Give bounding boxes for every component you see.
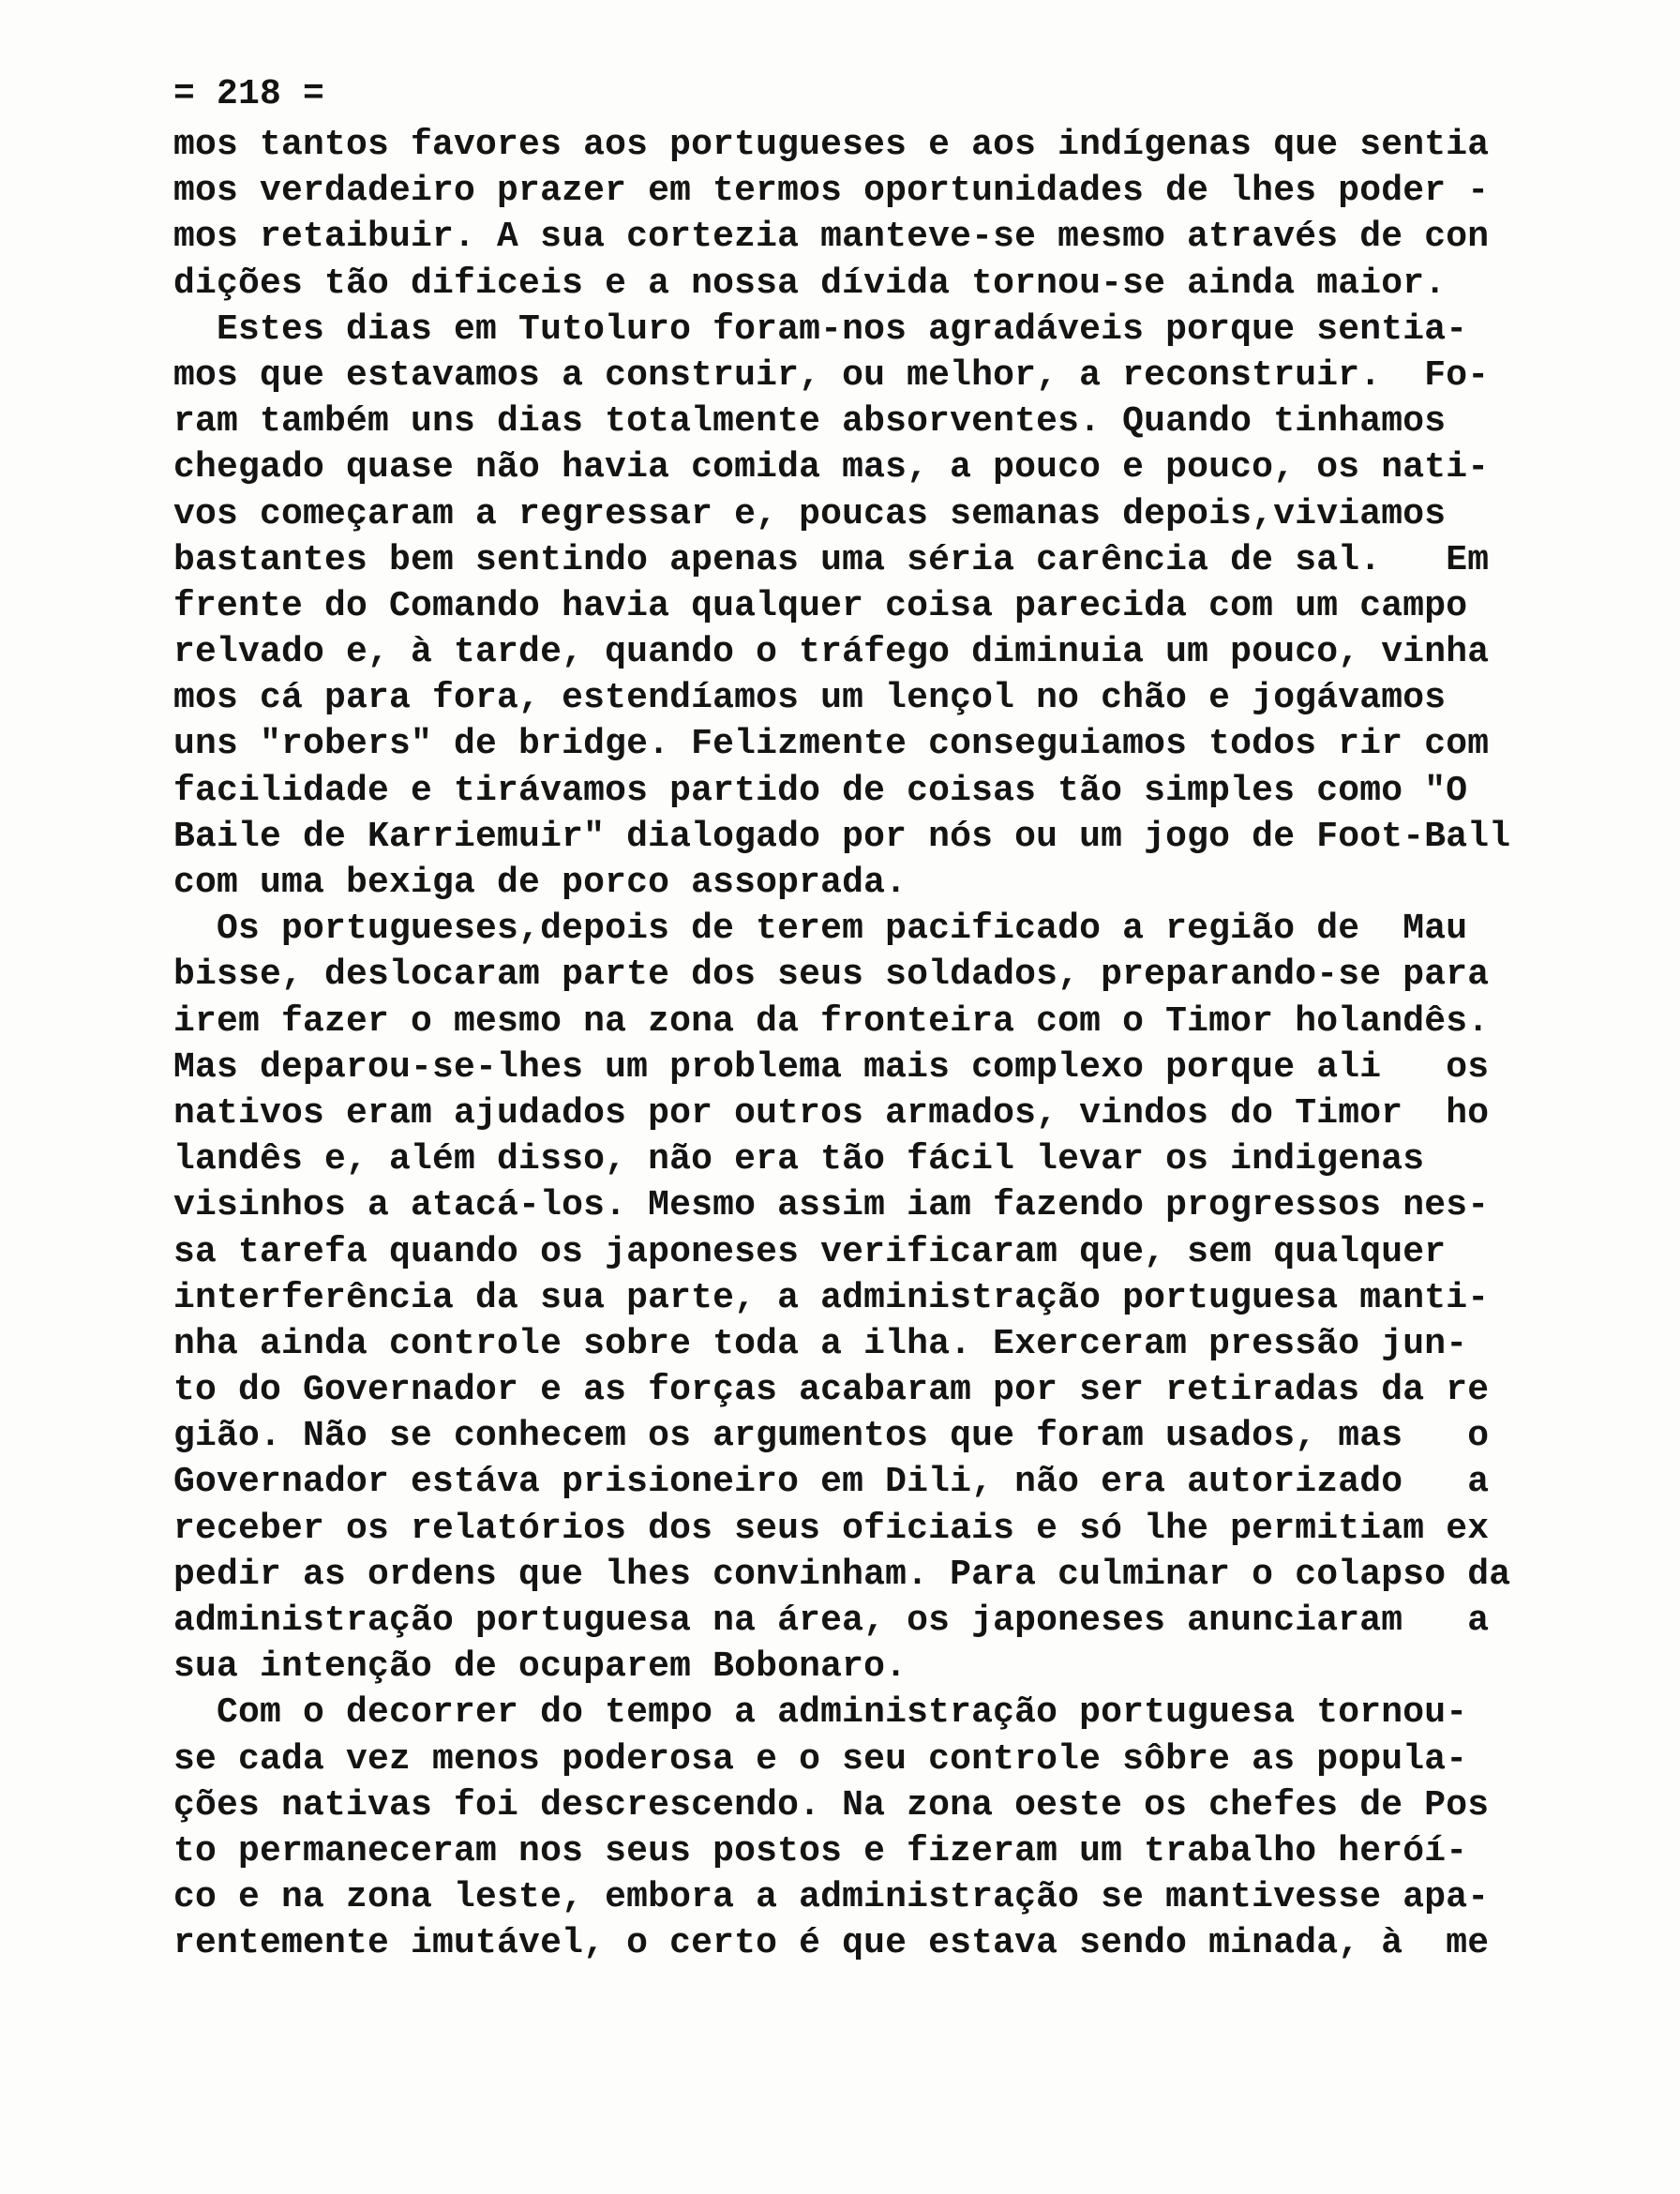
text-line: receber os relatórios dos seus oficiais e só lhe permitiam ex bbox=[173, 1508, 1490, 1549]
text-line: visinhos a atacá-los. Mesmo assim iam fazendo progressos nes- bbox=[173, 1185, 1490, 1226]
text-line: Governador estáva prisioneiro em Dili, não era autorizado a bbox=[173, 1462, 1490, 1503]
text-line: to do Governador e as forças acabaram por ser retiradas da re bbox=[173, 1370, 1490, 1411]
text-line: landês e, além disso, não era tão fácil levar os indigenas bbox=[173, 1139, 1425, 1180]
text-line: ções nativas foi descrescendo. Na zona oeste os chefes de Pos bbox=[173, 1784, 1490, 1826]
text-line: Baile de Karriemuir" dialogado por nós ou um jogo de Foot-Ball bbox=[173, 816, 1511, 857]
text-line: sua intenção de ocuparem Bobonaro. bbox=[173, 1646, 908, 1688]
text-line: administração portuguesa na área, os japoneses anunciaram a bbox=[173, 1600, 1490, 1641]
text-line: mos verdadeiro prazer em termos oportunidades de lhes poder - bbox=[173, 171, 1490, 212]
text-line: com uma bexiga de porco assoprada. bbox=[173, 863, 908, 903]
text-line: mos cá para fora, estendíamos um lençol no chão e jogávamos bbox=[173, 678, 1447, 719]
text-line: Com o decorrer do tempo a administração portuguesa tornou- bbox=[173, 1692, 1468, 1734]
text-line: to permaneceram nos seus postos e fizeram um trabalho heróí- bbox=[173, 1830, 1468, 1871]
text-line: dições tão dificeis e a nossa dívida tornou-se ainda maior. bbox=[173, 263, 1447, 304]
text-line: se cada vez menos poderosa e o seu controle sôbre as popula- bbox=[173, 1738, 1468, 1780]
typewritten-text bbox=[173, 68, 1622, 1967]
text-line: co e na zona leste, embora a administração se mantivesse apa- bbox=[173, 1877, 1490, 1918]
text-line: Estes dias em Tutoluro foram-nos agradáveis porque sentia- bbox=[173, 308, 1468, 350]
text-line: uns "robers" de bridge. Felizmente conseguiamos todos rir com bbox=[173, 724, 1490, 765]
page-number: = 218 = bbox=[173, 74, 325, 114]
text-line: Os portugueses,depois de terem pacificado a região de Mau bbox=[173, 909, 1468, 950]
text-line: Mas deparou-se-lhes um problema mais complexo porque ali os bbox=[173, 1046, 1490, 1088]
text-line: bisse, deslocaram parte dos seus soldados, preparando-se para bbox=[173, 954, 1490, 996]
text-line: mos tantos favores aos portugueses e aos indígenas que sentia bbox=[173, 125, 1490, 165]
text-line: interferência da sua parte, a administração portuguesa manti- bbox=[173, 1277, 1490, 1318]
text-line: relvado e, à tarde, quando o tráfego diminuia um pouco, vinha bbox=[173, 632, 1490, 673]
text-line: gião. Não se conhecem os argumentos que foram usados, mas o bbox=[173, 1416, 1490, 1457]
text-line: nha ainda controle sobre toda a ilha. Exerceram pressão jun- bbox=[173, 1323, 1468, 1364]
text-line: irem fazer o mesmo na zona da fronteira com o Timor holandês. bbox=[173, 1000, 1490, 1042]
text-line: bastantes bem sentindo apenas uma séria carência de sal. Em bbox=[173, 539, 1490, 580]
text-line: sa tarefa quando os japoneses verificaram que, sem qualquer bbox=[173, 1231, 1447, 1272]
text-line: vos começaram a regressar e, poucas semanas depois,viviamos bbox=[173, 493, 1447, 534]
text-line: rentemente imutável, o certo é que estava sendo minada, à me bbox=[173, 1923, 1490, 1964]
text-line: frente do Comando havia qualquer coisa parecida com um campo bbox=[173, 585, 1468, 626]
text-line: mos retaibuir. A sua cortezia manteve-se mesmo através de con bbox=[173, 217, 1490, 258]
text-line: pedir as ordens que lhes convinham. Para culminar o colapso da bbox=[173, 1554, 1511, 1595]
text-line: mos que estavamos a construir, ou melhor, a reconstruir. Fo- bbox=[173, 354, 1490, 396]
text-line: facilidade e tirávamos partido de coisas tão simples como "O bbox=[173, 770, 1468, 811]
text-line: chegado quase não havia comida mas, a pouco e pouco, os nati- bbox=[173, 447, 1490, 488]
text-line: ram também uns dias totalmente absorventes. Quando tinhamos bbox=[173, 401, 1447, 443]
text-line: nativos eram ajudados por outros armados, vindos do Timor ho bbox=[173, 1092, 1490, 1134]
